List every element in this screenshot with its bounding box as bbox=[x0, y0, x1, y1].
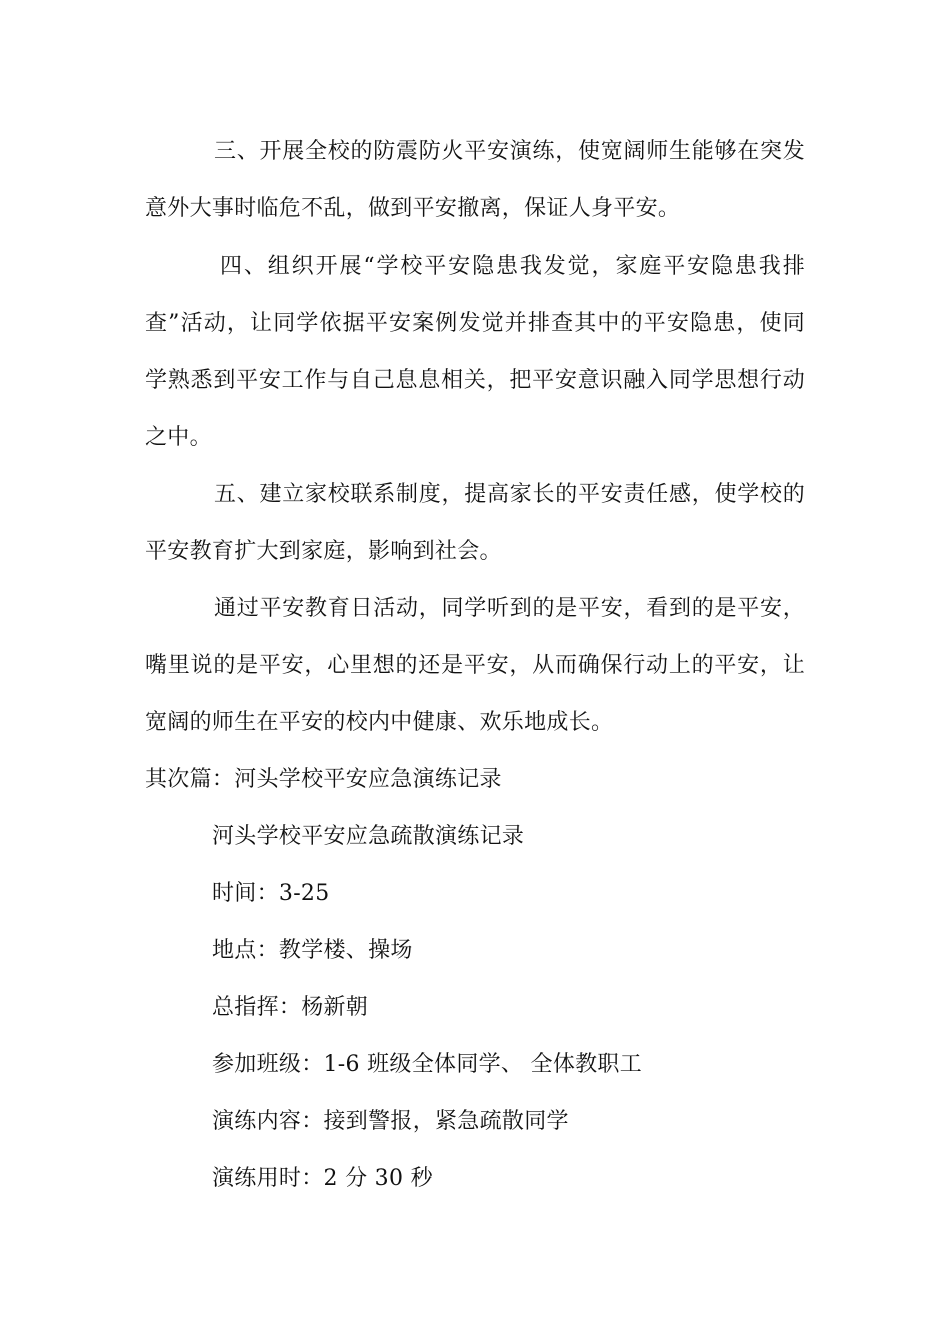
conclusion-line-1: 通过平安教育日活动，同学听到的是平安，看到的是平安， bbox=[214, 596, 805, 621]
record-content: 演练内容：接到警报，紧急疏散同学 bbox=[212, 1109, 569, 1134]
paragraph-5-line-2: 平安教育扩大到家庭，影响到社会。 bbox=[145, 539, 502, 564]
paragraph-4-line-2: 查”活动，让同学依据平安案例发觉并排查其中的平安隐患，使同 bbox=[145, 311, 805, 336]
paragraph-5-line-1: 五、建立家校联系制度，提高家长的平安责任感，使学校的 bbox=[214, 482, 805, 507]
paragraph-3-line-1: 三、开展全校的防震防火平安演练，使宽阔师生能够在突发 bbox=[214, 139, 805, 164]
section-heading: 其次篇：河头学校平安应急演练记录 bbox=[145, 767, 502, 792]
paragraph-4-line-4: 之中。 bbox=[145, 425, 212, 450]
record-time: 时间：3-25 bbox=[212, 881, 330, 906]
record-location: 地点：教学楼、操场 bbox=[212, 938, 413, 963]
record-participants: 参加班级：1-6 班级全体同学、 全体教职工 bbox=[212, 1052, 643, 1077]
record-title: 河头学校平安应急疏散演练记录 bbox=[212, 824, 525, 849]
paragraph-3-line-2: 意外大事时临危不乱，做到平安撤离，保证人身平安。 bbox=[145, 196, 681, 221]
paragraph-4-line-1: 四、组织开展“学校平安隐患我发觉，家庭平安隐患我排 bbox=[220, 254, 805, 279]
record-commander: 总指挥：杨新朝 bbox=[212, 995, 369, 1020]
record-duration: 演练用时：2 分 30 秒 bbox=[212, 1166, 433, 1191]
conclusion-line-3: 宽阔的师生在平安的校内中健康、欢乐地成长。 bbox=[145, 710, 614, 735]
conclusion-line-2: 嘴里说的是平安，心里想的还是平安，从而确保行动上的平安，让 bbox=[145, 653, 805, 678]
paragraph-4-line-3: 学熟悉到平安工作与自己息息相关，把平安意识融入同学思想行动 bbox=[145, 368, 805, 393]
